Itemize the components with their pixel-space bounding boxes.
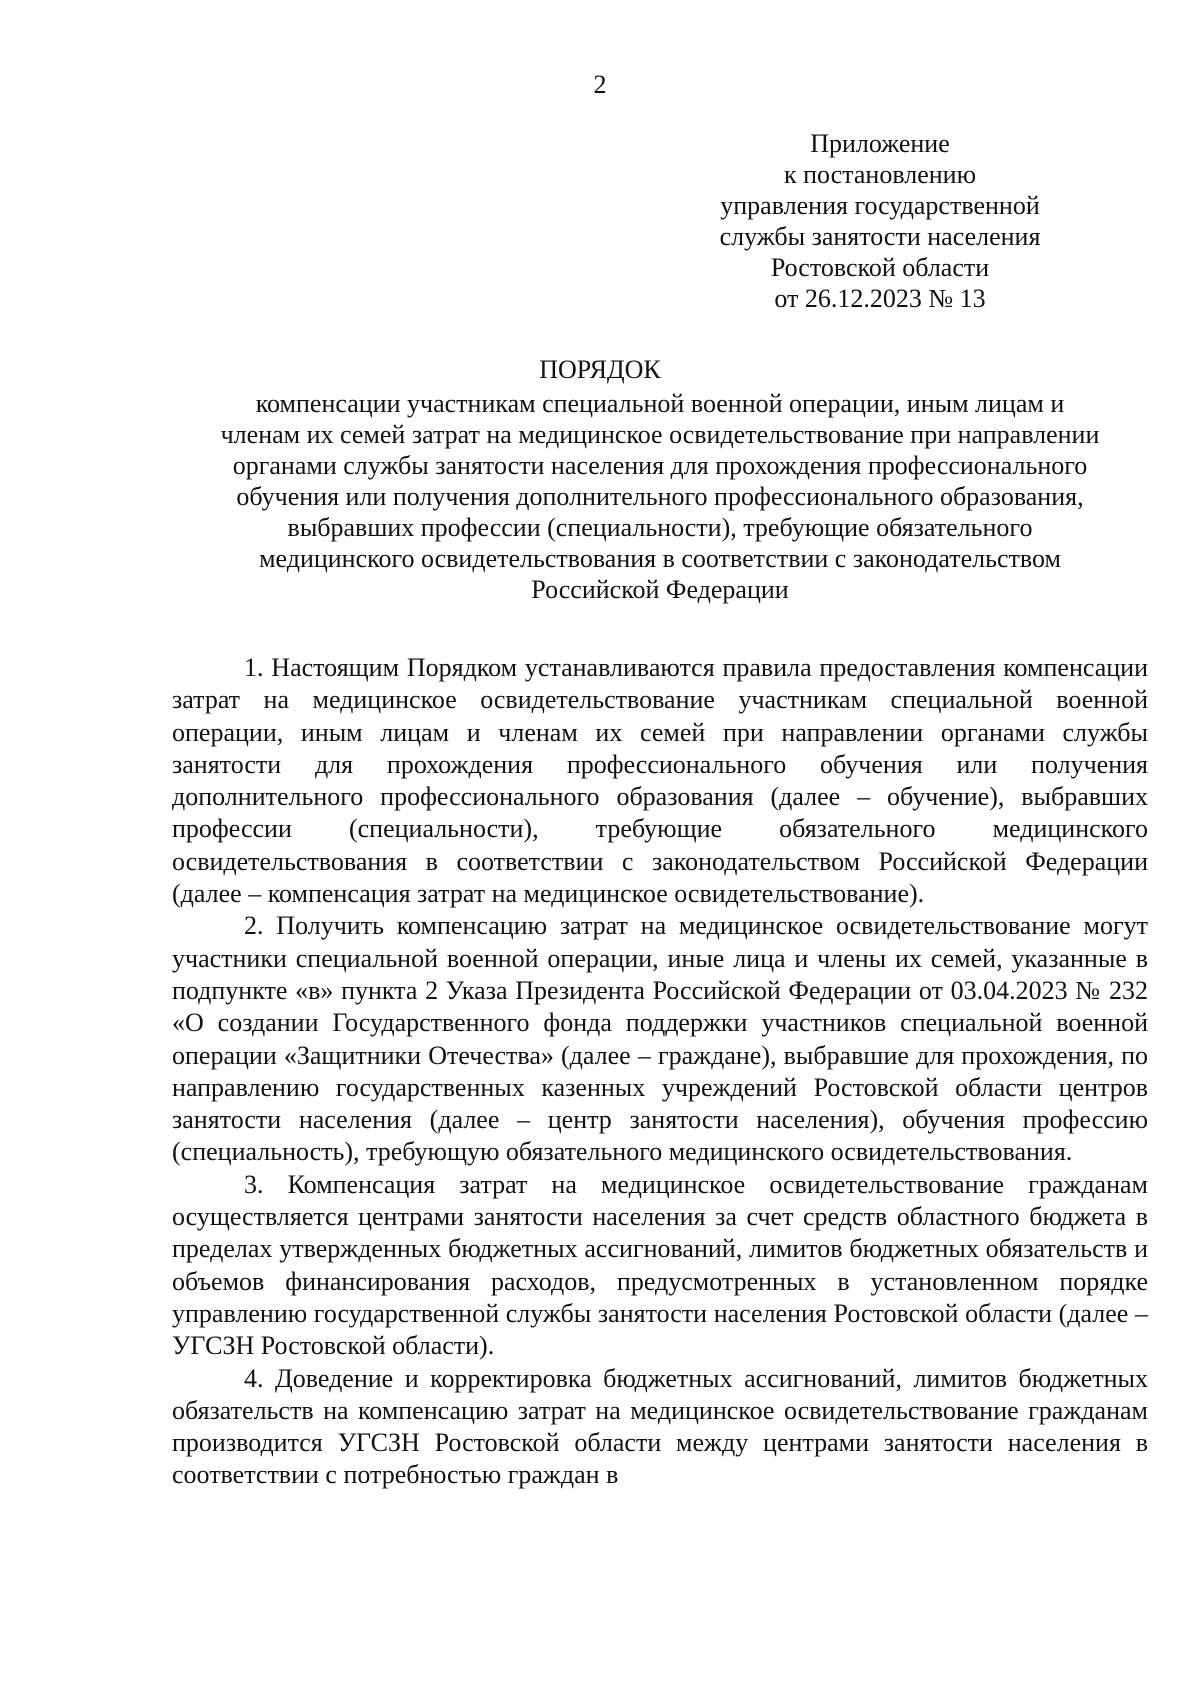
paragraph-2: 2. Получить компенсацию затрат на медицинское освидетельствование могут участники специальной военной операции, иные лица и члены их семей, указанные в подпункте «в» пункта 2 Указа Президента Российской Федерации от 03.04.2023 № 232 «О создании Государственного фонда поддержки участников специальной военной операции «Защитники Отечества» (далее – граждане), выбравшие для прохождения, по направлению государственных казенных учреждений Ростовской области центров занятости населения (далее – центр занятости населения), обучения профессию (специальность), требующую обязательного медицинского освидетельствования. (172, 911, 1148, 1167)
page-number: 2 (593, 70, 607, 99)
appendix-line: Приложение (810, 129, 950, 158)
appendix-line: управления государственной (720, 191, 1040, 220)
subtitle-line: обучения или получения дополнительного профессионального образования, (236, 482, 1084, 511)
subtitle-line: органами службы занятости населения для прохождения профессионального (232, 451, 1088, 480)
appendix-line: к постановлению (783, 160, 977, 189)
appendix-block (680, 128, 1080, 314)
document-title: ПОРЯДОК (539, 355, 661, 384)
subtitle-line: выбравших профессии (специальности), требующие обязательного (287, 513, 1033, 542)
paragraph-1: 1. Настоящим Порядком устанавливаются правила предоставления компенсации затрат на медицинское освидетельствование участникам специальной военной операции, иным лицам и членам их семей при направлении органами службы занятости для прохождения профессионального обучения или получения дополнительного профессионального образования (далее – обучение), выбравших профессии (специальности), требующие обязательного медицинского освидетельствования в соответствии с законодательством Российской Федерации (далее – компенсация затрат на медицинское освидетельствование). (172, 653, 1148, 909)
document-subtitle (160, 388, 1160, 605)
subtitle-line: членам их семей затрат на медицинское освидетельствование при направлении (220, 420, 1100, 449)
subtitle-line: компенсации участникам специальной военной операции, иным лицам и (255, 389, 1065, 418)
paragraph-4: 4. Доведение и корректировка бюджетных ассигнований, лимитов бюджетных обязательств на компенсацию затрат на медицинское освидетельствование гражданам производится УГСЗН Ростовской области между центрами занятости населения в соответствии с потребностью граждан в (172, 1363, 1148, 1490)
paragraph-3: 3. Компенсация затрат на медицинское освидетельствование гражданам осуществляется центрами занятости населения за счет средств областного бюджета в пределах утвержденных бюджетных ассигнований, лимитов бюджетных обязательств и объемов финансирования расходов, предусмотренных в установленном порядке управлению государственной службы занятости населения Ростовской области (далее – УГСЗН Ростовской области). (172, 1169, 1148, 1361)
appendix-line: Ростовской области (770, 253, 990, 282)
subtitle-line: Российской Федерации (531, 575, 789, 604)
appendix-line: от 26.12.2023 № 13 (774, 284, 986, 313)
subtitle-line: медицинского освидетельствования в соответствии с законодательством (259, 544, 1061, 573)
document-body (172, 652, 1148, 1492)
appendix-line: службы занятости населения (719, 222, 1041, 251)
